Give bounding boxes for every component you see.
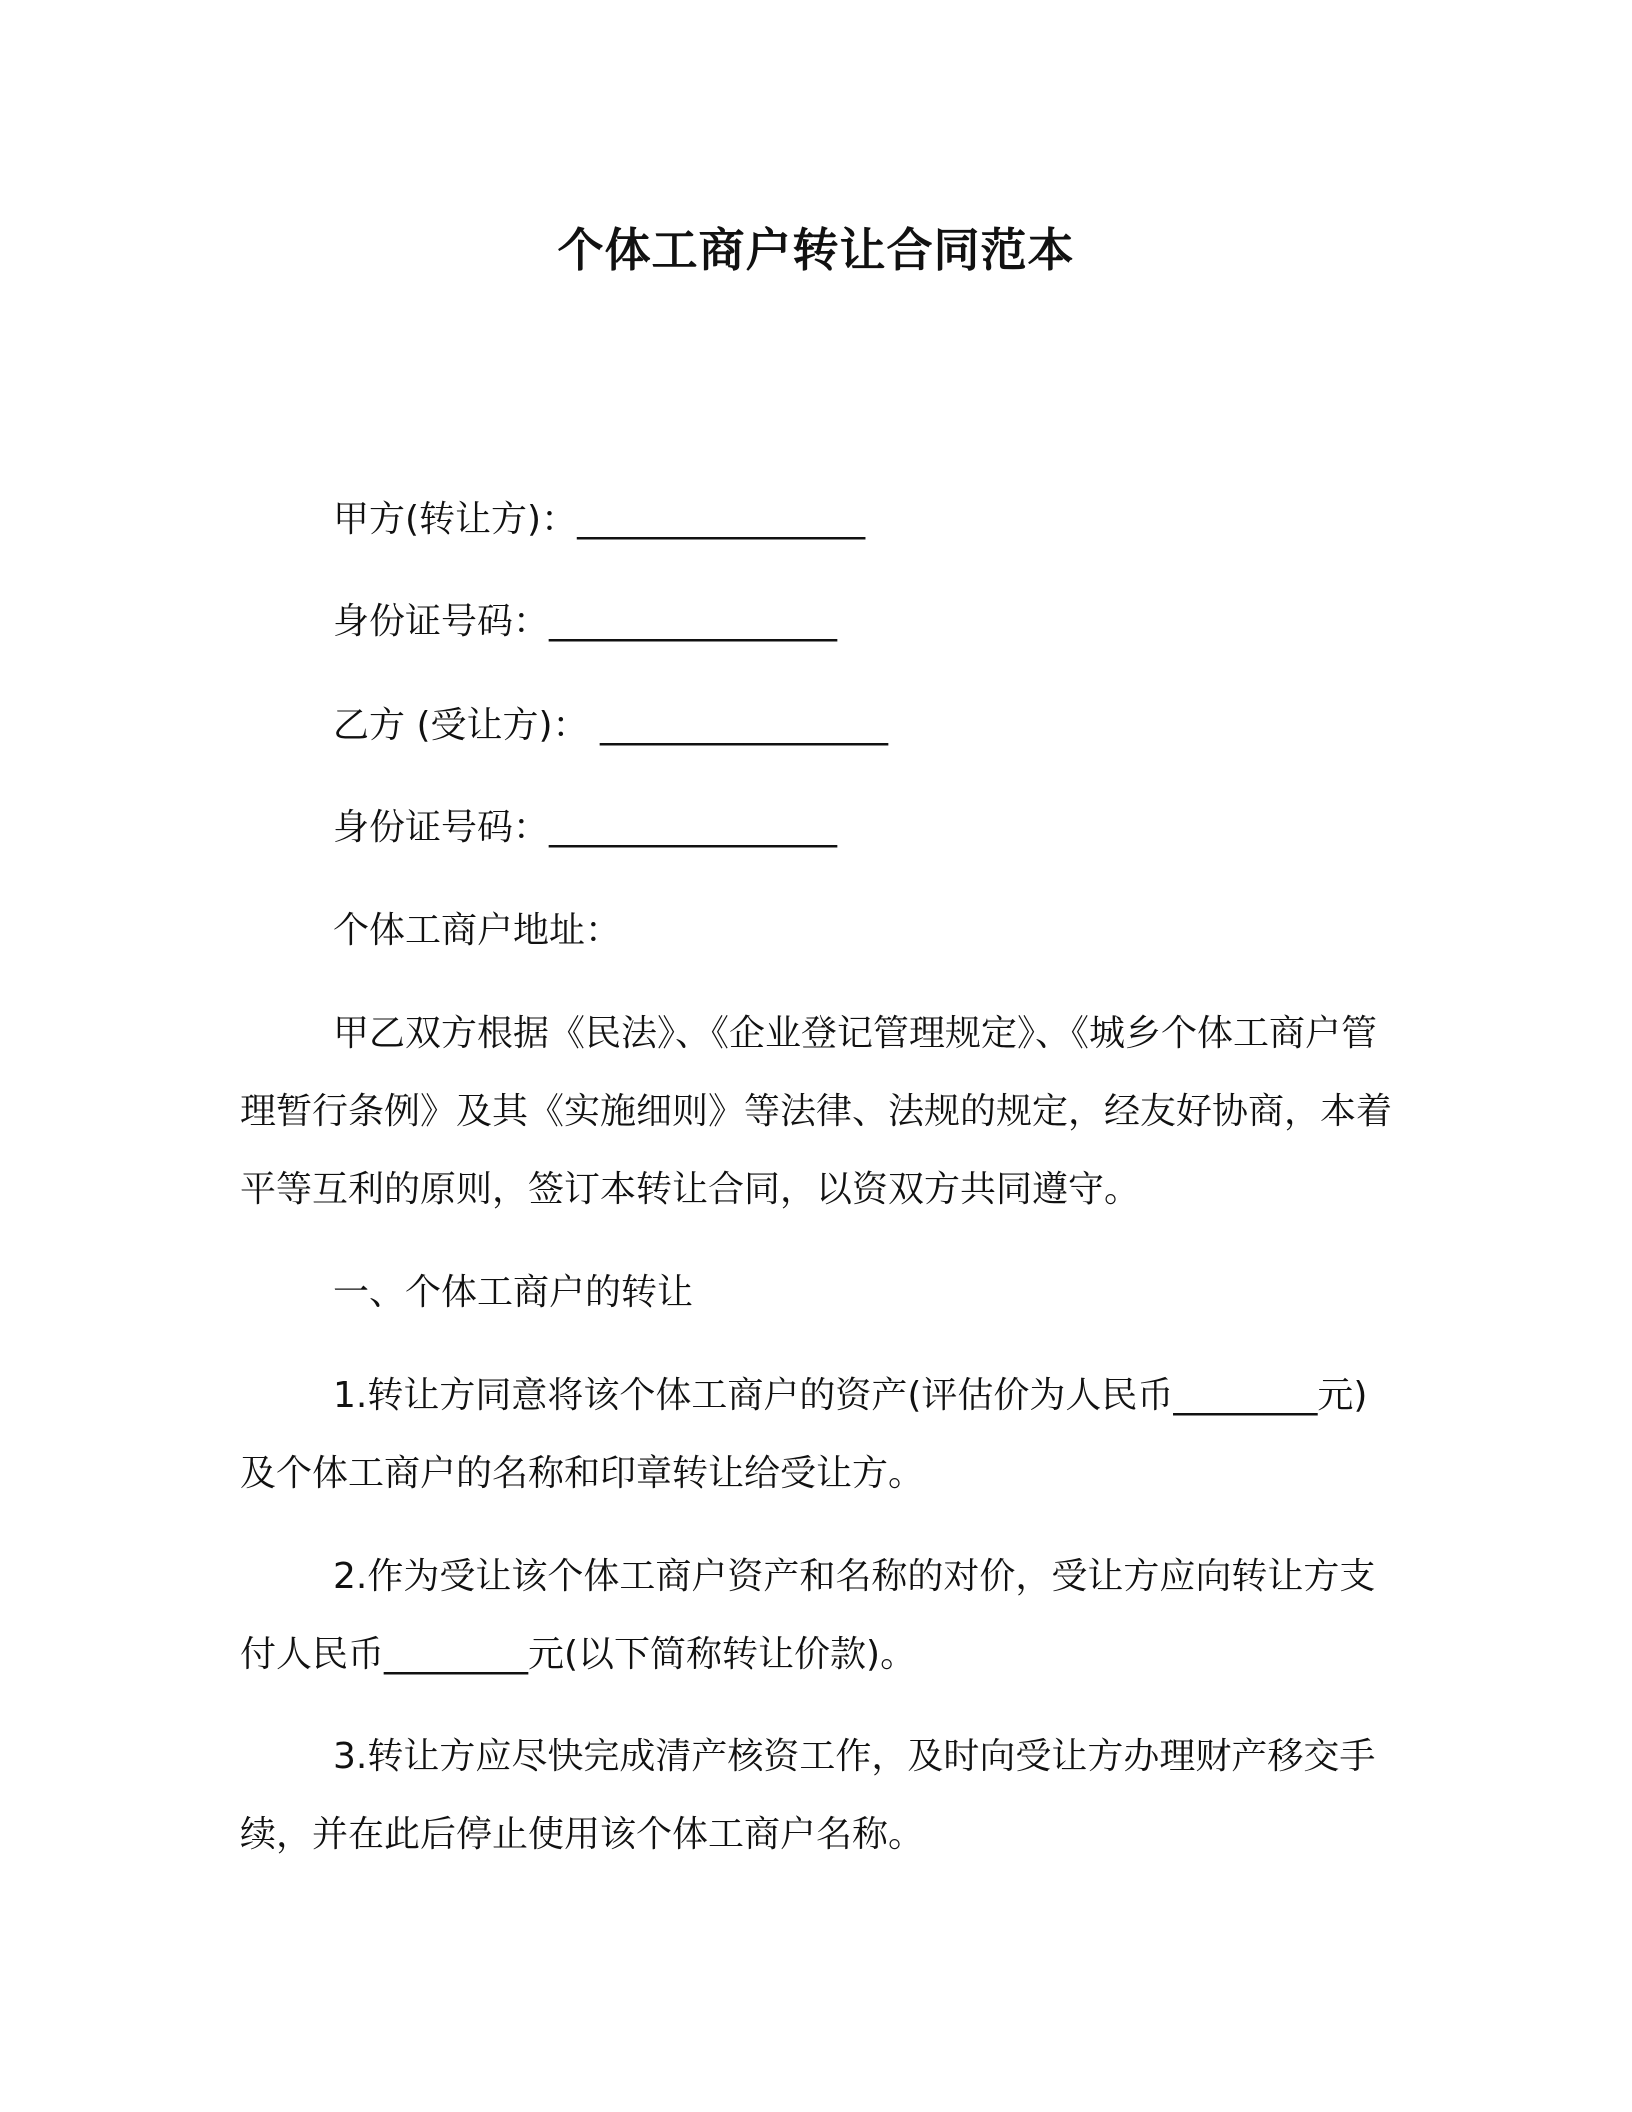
party-a-id-field: 身份证号码：________________ — [333, 601, 838, 642]
clause-2: 2.作为受让该个体工商户资产和名称的对价，受让方应向转让方支付人民币________元(以下简称转让价款)。 — [240, 1556, 1376, 1675]
document-title: 个体工商户转让合同范本 — [557, 223, 1075, 277]
clause-1: 1.转让方同意将该个体工商户的资产(评估价为人民币________元)及个体工商户的名称和印章转让给受让方。 — [240, 1375, 1368, 1494]
clause-3: 3.转让方应尽快完成清产核资工作，及时向受让方办理财产移交手续，并在此后停止使用该个体工商户名称。 — [240, 1736, 1376, 1855]
party-a-field: 甲方(转让方)：________________ — [333, 499, 866, 540]
party-b-id-field: 身份证号码：________________ — [333, 807, 838, 848]
section-heading: 一、个体工商户的转让 — [333, 1272, 694, 1313]
preamble-paragraph: 甲乙双方根据《民法》、《企业登记管理规定》、《城乡个体工商户管理暂行条例》及其《实施细则》等法律、法规的规定，经友好协商，本着平等互利的原则，签订本转让合同，以资双方共同遵守。 — [240, 1013, 1393, 1210]
party-b-field: 乙方 (受让方)： ________________ — [333, 705, 888, 746]
business-address-field: 个体工商户地址： — [333, 910, 622, 951]
